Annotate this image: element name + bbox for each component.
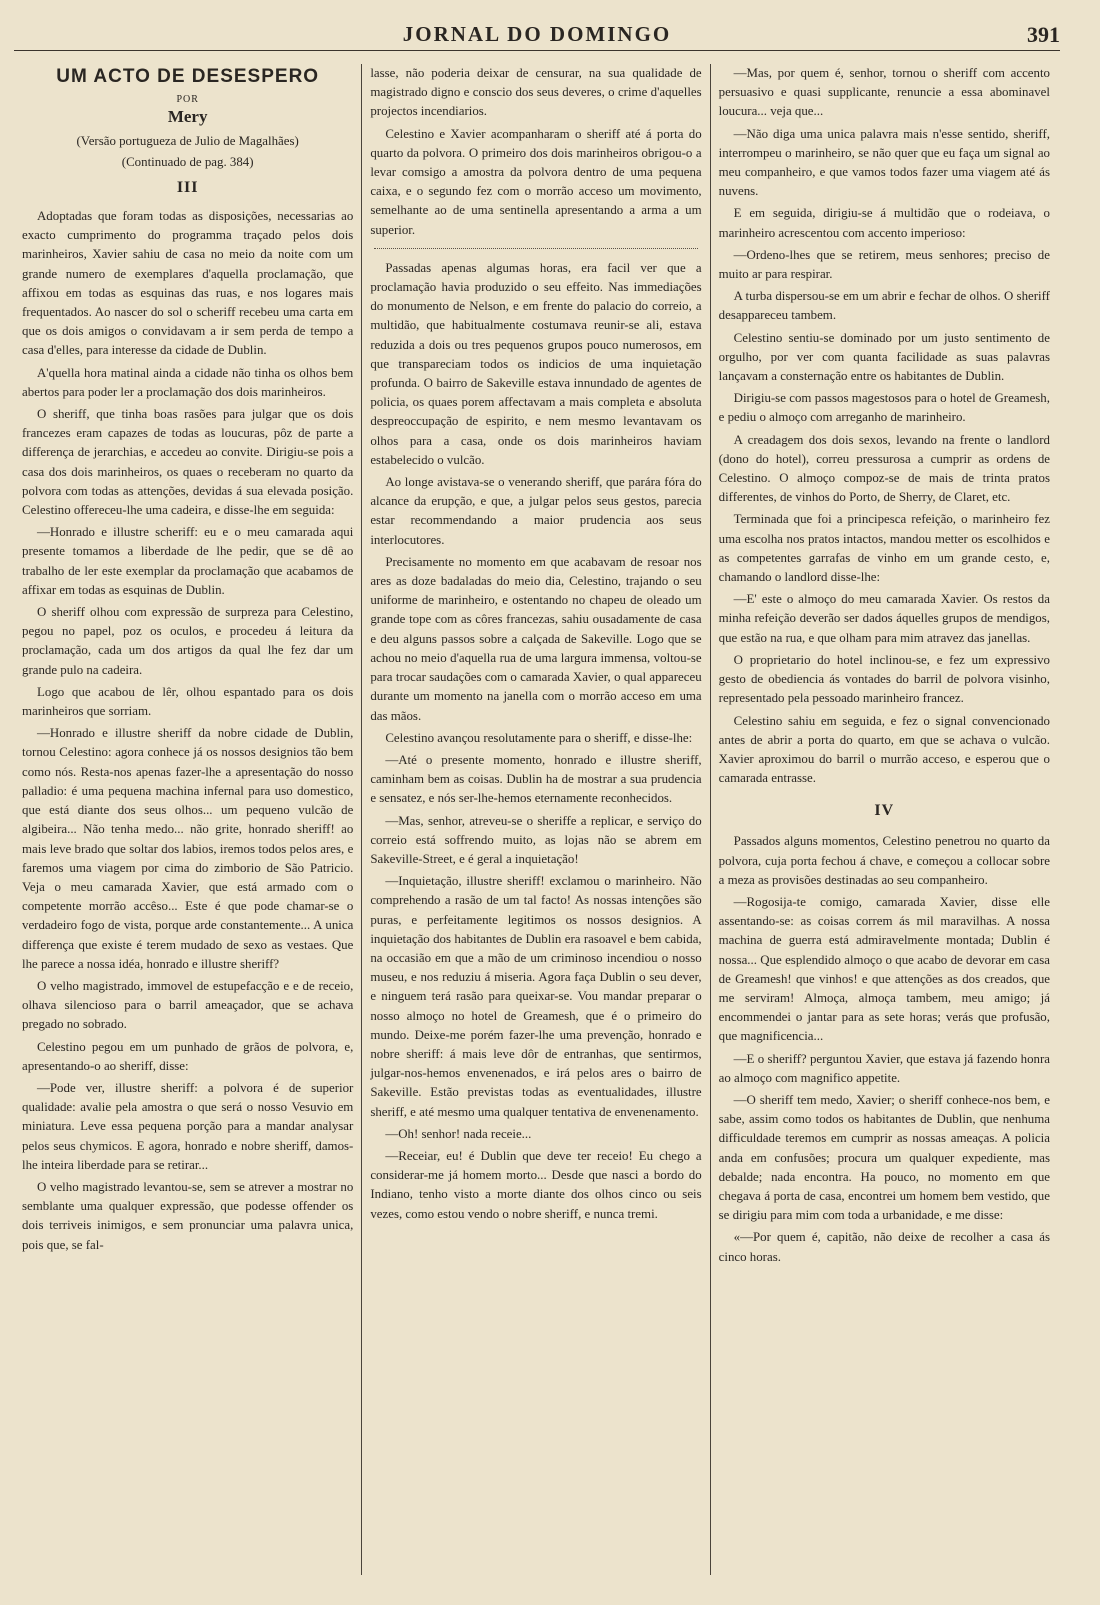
header-rule [14,50,1060,51]
paragraph: A creadagem dos dois sexos, levando na frente o landlord (dono do hotel), correu pressurosa a cumprir as ordens de Celestino. O almoço compoz-se de mais de trinta pratos differentes, de vinhos do Porto, de Sherry, de Claret, etc. [718,432,1050,505]
paragraph: —Não diga uma unica palavra mais n'esse sentido, sheriff, interrompeu o marinheiro, se não quer que eu faça um signal ao meu companheiro, e que vamos todos fazer uma viagem até ás nuvens. [718,126,1050,199]
page-number: 391 [1027,22,1060,47]
paragraph: O velho magistrado levantou-se, sem se atrever a mostrar no semblante uma qualquer expressão, que podesse offender os dois terriveis inimigos, e sem pronunciar uma palavra unica, pois que, se fal- [22,1179,354,1252]
col3-body-bottom [719,832,1050,1266]
paragraph: Celestino avançou resolutamente para o sheriff, e disse-lhe: [385,730,693,745]
article-title: UM ACTO DE DESESPERO [56,66,320,87]
paragraph: —Receiar, eu! é Dublin que deve ter receio! Eu chego a considerar-me já homem morto... Desde que nasci a bordo do Indiano, tenho visto a morte diante dos olhos cinco ou seis vezes, como estou vendo o nobre sheriff, e nunca tremi. [370,1148,702,1221]
col2-body-top [370,64,701,240]
paragraph: Celestino pegou em um punhado de grãos de polvora, e, apresentando-o ao sheriff, disse: [22,1039,354,1073]
paragraph: Celestino sentiu-se dominado por um justo sentimento de orgulho, por ver com quanta facilidade as suas palavras lançavam a consternação entre os habitantes de Dublin. [718,330,1050,384]
paragraph: —Oh! senhor! nada receie... [385,1126,532,1141]
section-heading-iv: IV [874,802,895,820]
translation-note: (Versão portugueza de Julio de Magalhães) [76,134,299,148]
paragraph: O proprietario do hotel inclinou-se, e fez um expressivo gesto de obediencia ás vontades do barril de polvora visinho, representado pela pessoado marinheiro francez. [718,652,1050,706]
paragraph: Precisamente no momento em que acabavam de resoar nos ares as doze badaladas do meio dia, Celestino, trajando o seu uniforme de marinheiro, e ostentando no chapeu de oleado um grande tope com as côres francezas, sahiu ousadamente de casa e deu alguns passos sobre a calçada de Sakeville. Logo que se achou no meio d'aquella rua de uma largura immensa, voltou-se para trocar saudações com o camarada Xavier, o qual appareceu durante um momento na janella com o morrão acceso em uma das mãos. [370,554,702,723]
paragraph: Celestino e Xavier acompanharam o sheriff até á porta do quarto da polvora. O primeiro dos dois marinheiros obrigou-o a levar comsigo a amostra da polvora dentro de uma pequena caixa, e o segundo fez com o morrão acceso um movimento, semelhante ao de uma sentinella apresentando a arma a um superior. [370,126,702,237]
paragraph: Adoptadas que foram todas as disposições, necessarias ao exacto cumprimento do programma traçado pelos dois marinheiros, Xavier sahiu de casa no meio da noite com um grande numero de exemplares d'aquella proclamação, que affixou em todas as esquinas das ruas, e nos logares mais frequentados. Ao nascer do sol o scheriff recebeu uma carta em que os dois amigos o convidavam a ir sem perda de tempo a casa d'elles, para interesse da cidade de Dublin. [22,209,354,358]
column-3 [710,64,1058,1575]
paragraph: —Mas, senhor, atreveu-se o sheriffe a replicar, e serviço do correio está soffrendo muito, as lojas não se abrem em Sakeville-Street, e é geral a inquietação! [370,813,702,866]
paragraph: A'quella hora matinal ainda a cidade não tinha os olhos bem abertos para poder ler a proclamação dos dois marinheiros. [22,365,354,399]
paragraph: O velho magistrado, immovel de estupefacção e e de receio, olhava silencioso para o barril ameaçador, que se achava pregado no sobrado. [22,978,354,1032]
paragraph: —Mas, por quem é, senhor, tornou o sheriff com accento persuasivo e quasi supplicante, renuncie a essa abominavel loucura... veja que... [718,66,1050,119]
article-author: Mery [167,107,208,126]
paragraph: Passados alguns momentos, Celestino penetrou no quarto da polvora, cuja porta fechou á chave, e começou a collocar sobre a meza as provisões destinadas ao seu companheiro. [718,834,1050,887]
paragraph: O sheriff, que tinha boas rasões para julgar que os dois francezes eram capazes de todas as loucuras, pôz de parte a differença de jerarchias, e accedeu ao convite. Dirigiu-se pois a casa dos dois marinheiros, os quaes o receberam no quarto da polvora com todas as attenções, devidas á sua elevada posição. Celestino offereceu-lhe uma cadeira, e disse-lhe em seguida: [22,407,354,518]
paragraph: «—Por quem é, capitão, não deixe de recolher a casa ás cinco horas. [718,1230,1050,1264]
text-columns [14,64,1058,1575]
paragraph: —O sheriff tem medo, Xavier; o sheriff conhece-nos bem, e sabe, assim como todos os habitantes de Dublin, que nenhuma difficuldade teremos em cumprir as nossas ameaças. A policia anda em confusões; procura um qualquer expediente, mas debalde; nada encontra. Ha pouco, no momento em que chegava á porta de casa, encontrei um homem bem vestido, que se dirigiu para mim com toda a urbanidade, e me disse: [718,1092,1050,1223]
paragraph: Passadas apenas algumas horas, era facil ver que a proclamação havia produzido o seu effeito. Nas immediações do monumento de Nelson, e em frente do palacio do correio, a multidão, que habitualmente costumava reunir-se ali, estava reduzida a dois ou tres pequenos grupos pouco numerosos, em que transpareciam todos os indicios de uma inquietação profunda. O bairro de Sakeville estava innundado de agentes de policia, os quaes porem affectavam a mais completa e absoluta despreoccupação de espirito, e nem mesmo levantavam os olhos para a casa, onde os dois marinheiros haviam estabelecido o vulcão. [370,260,702,467]
column-1 [14,64,361,1575]
article-by: POR [176,94,199,105]
paragraph: —Até o presente momento, honrado e illustre sheriff, caminham bem as coisas. Dublin ha de mostrar a sua prudencia e sensatez, e nós ser-lhe-hemos eternamente reconhecidos. [370,752,702,806]
running-title: JORNAL DO DOMINGO [402,22,672,46]
paragraph: —Inquietação, illustre sheriff! exclamou o marinheiro. Não comprehendo a rasão de um tal facto! As nossas intenções são puras, e perfeitamente legitimos os nossos designios. A inquietação dos habitantes de Dublin era rasoavel e bem cabida, na occasião em que a mão de um criminoso incendiou o nosso museu, e nos reduziu á miseria. Agora faça Dublin o seu dever, e ninguem terá rasão para queixar-se. Vou mandar preparar o nosso almoço no hotel de Greamesh, que é o primeiro do mundo. Deixe-me porém fazer-lhe uma prevenção, honrado e nobre sheriff: á mais leve dôr de entranhas, que sentirmos, julgar-nos-hemos envenenados, e irá pelos ares o bairro de Sakeville. Estão previstas todas as eventualidades, illustre sheriff, e até mesmo uma qualquer tentativa de envenenamento. [370,874,702,1119]
paragraph: —E' este o almoço do meu camarada Xavier. Os restos da minha refeição deverão ser dados áquelles grupos de mendigos, que estão na rua, e que olham para mim atravez das janellas. [718,592,1050,645]
col2-body-bottom [370,259,701,1224]
continued-note: (Continuado de pag. 384) [121,155,254,169]
paragraph: —Ordeno-lhes que se retirem, meus senhores; preciso de muito ar para respirar. [718,247,1050,282]
paragraph: A turba dispersou-se em um abrir e fechar de olhos. O sheriff desappareceu tambem. [718,289,1050,323]
paragraph: Logo que acabou de lêr, olhou espantado para os dois marinheiros que sorriam. [22,684,354,719]
paragraph: Celestino sahiu em seguida, e fez o signal convencionado antes de abrir a porta do quarto, em que se achava o vulcão. Xavier aproximou do barril o murrão acceso, e esperou que o camarada entrasse. [718,713,1050,786]
paragraph: O sheriff olhou com expressão de surpreza para Celestino, pegou no papel, poz os oculos, e procedeu á leitura da proclamação, cada um dos artigos da qual lhe fez dar um grande pulo na cadeira. [22,605,354,677]
paragraph: Terminada que foi a principesca refeição, o marinheiro fez uma escolha nos pratos intactos, mandou metter os escolhidos e as competentes garrafas de vinho em um grande cesto, e, chamando o landlord disse-lhe: [718,512,1050,585]
col3-body-top [719,64,1050,788]
paragraph: —E o sheriff? perguntou Xavier, que estava já fazendo honra ao almoço com magnifico appetite. [718,1051,1050,1085]
paragraph: lasse, não poderia deixar de censurar, na sua qualidade de magistrado digno e conscio dos seus deveres, o crime d'aquelles projectos incendiarios. [370,66,702,119]
paragraph: Dirigiu-se com passos magestosos para o hotel de Greamesh, e pediu o almoço com arreganho de marinheiro. [718,391,1050,425]
page-header [14,22,1060,48]
paragraph: E em seguida, dirigiu-se á multidão que o rodeiava, o marinheiro acrescentou com accento imperioso: [718,206,1050,240]
paragraph: Ao longe avistava-se o venerando sheriff, que parára fóra do alcance da erupção, e que, a julgar pelos seus gestos, parecia estar recommendando a maior prudencia aos seus interlocutores. [370,475,702,547]
col1-body [22,207,353,1255]
column-2 [361,64,709,1575]
paragraph: —Honrado e illustre sheriff da nobre cidade de Dublin, tornou Celestino: agora conhece já os nossos designios tão bem como nós. Resta-nos apenas fazer-lhe a apresentação do nosso palladio: é uma pequena machina infernal para uso domestico, que está diante dos seus olhos... um pequeno vulcão de algibeira... Não tenha medo... não grite, honrado sheriff! ao mais leve brado que soltar dos labios, iremos todos pelos ares, e faremos uma viagem por cima do zimborio de São Patricio. Veja o meu camarada Xavier, que está armado com o competente morrão accêso... Este é que pode chamar-se o verdadeiro fogo de vista, porque arde constantemente... A unica differença que existe é terem mudado de sexo as vestaes. Que lhe parece a nossa idéa, honrado e illustre sheriff? [22,726,354,971]
paragraph: —Honrado e illustre scheriff: eu e o meu camarada aqui presente tomamos a liberdade de lhe pedir, que se dê ao trabalho de ler este exemplar da proclamação que acabamos de affixar em todas as esquinas de Dublin. [22,525,354,597]
paragraph: —Rogosija-te comigo, camarada Xavier, disse elle assentando-se: as coisas correm ás mil maravilhas. A nossa machina de guerra está admiravelmente montada; Dublin é nossa... Que esplendido almoço o que acabo de devorar em casa de Greamesh! que vinhos! e que attenções as dos creados, que me serviram! Almoça, almoça tambem, meu amigo; já encommendei o jantar para as sete horas; verás que profusão, que magnificencia... [718,894,1050,1044]
dotted-separator [374,248,697,249]
section-heading-iii: III [176,179,199,196]
paragraph: —Pode ver, illustre sheriff: a polvora é de superior qualidade: avalie pela amostra o que será o nosso Vesuvio em miniatura. Leve essa pequena porção para a mandar analysar pelos seus chymicos. E agora, honrado e nobre sheriff, damos-lhe inteira liberdade para se retirar... [22,1080,354,1172]
